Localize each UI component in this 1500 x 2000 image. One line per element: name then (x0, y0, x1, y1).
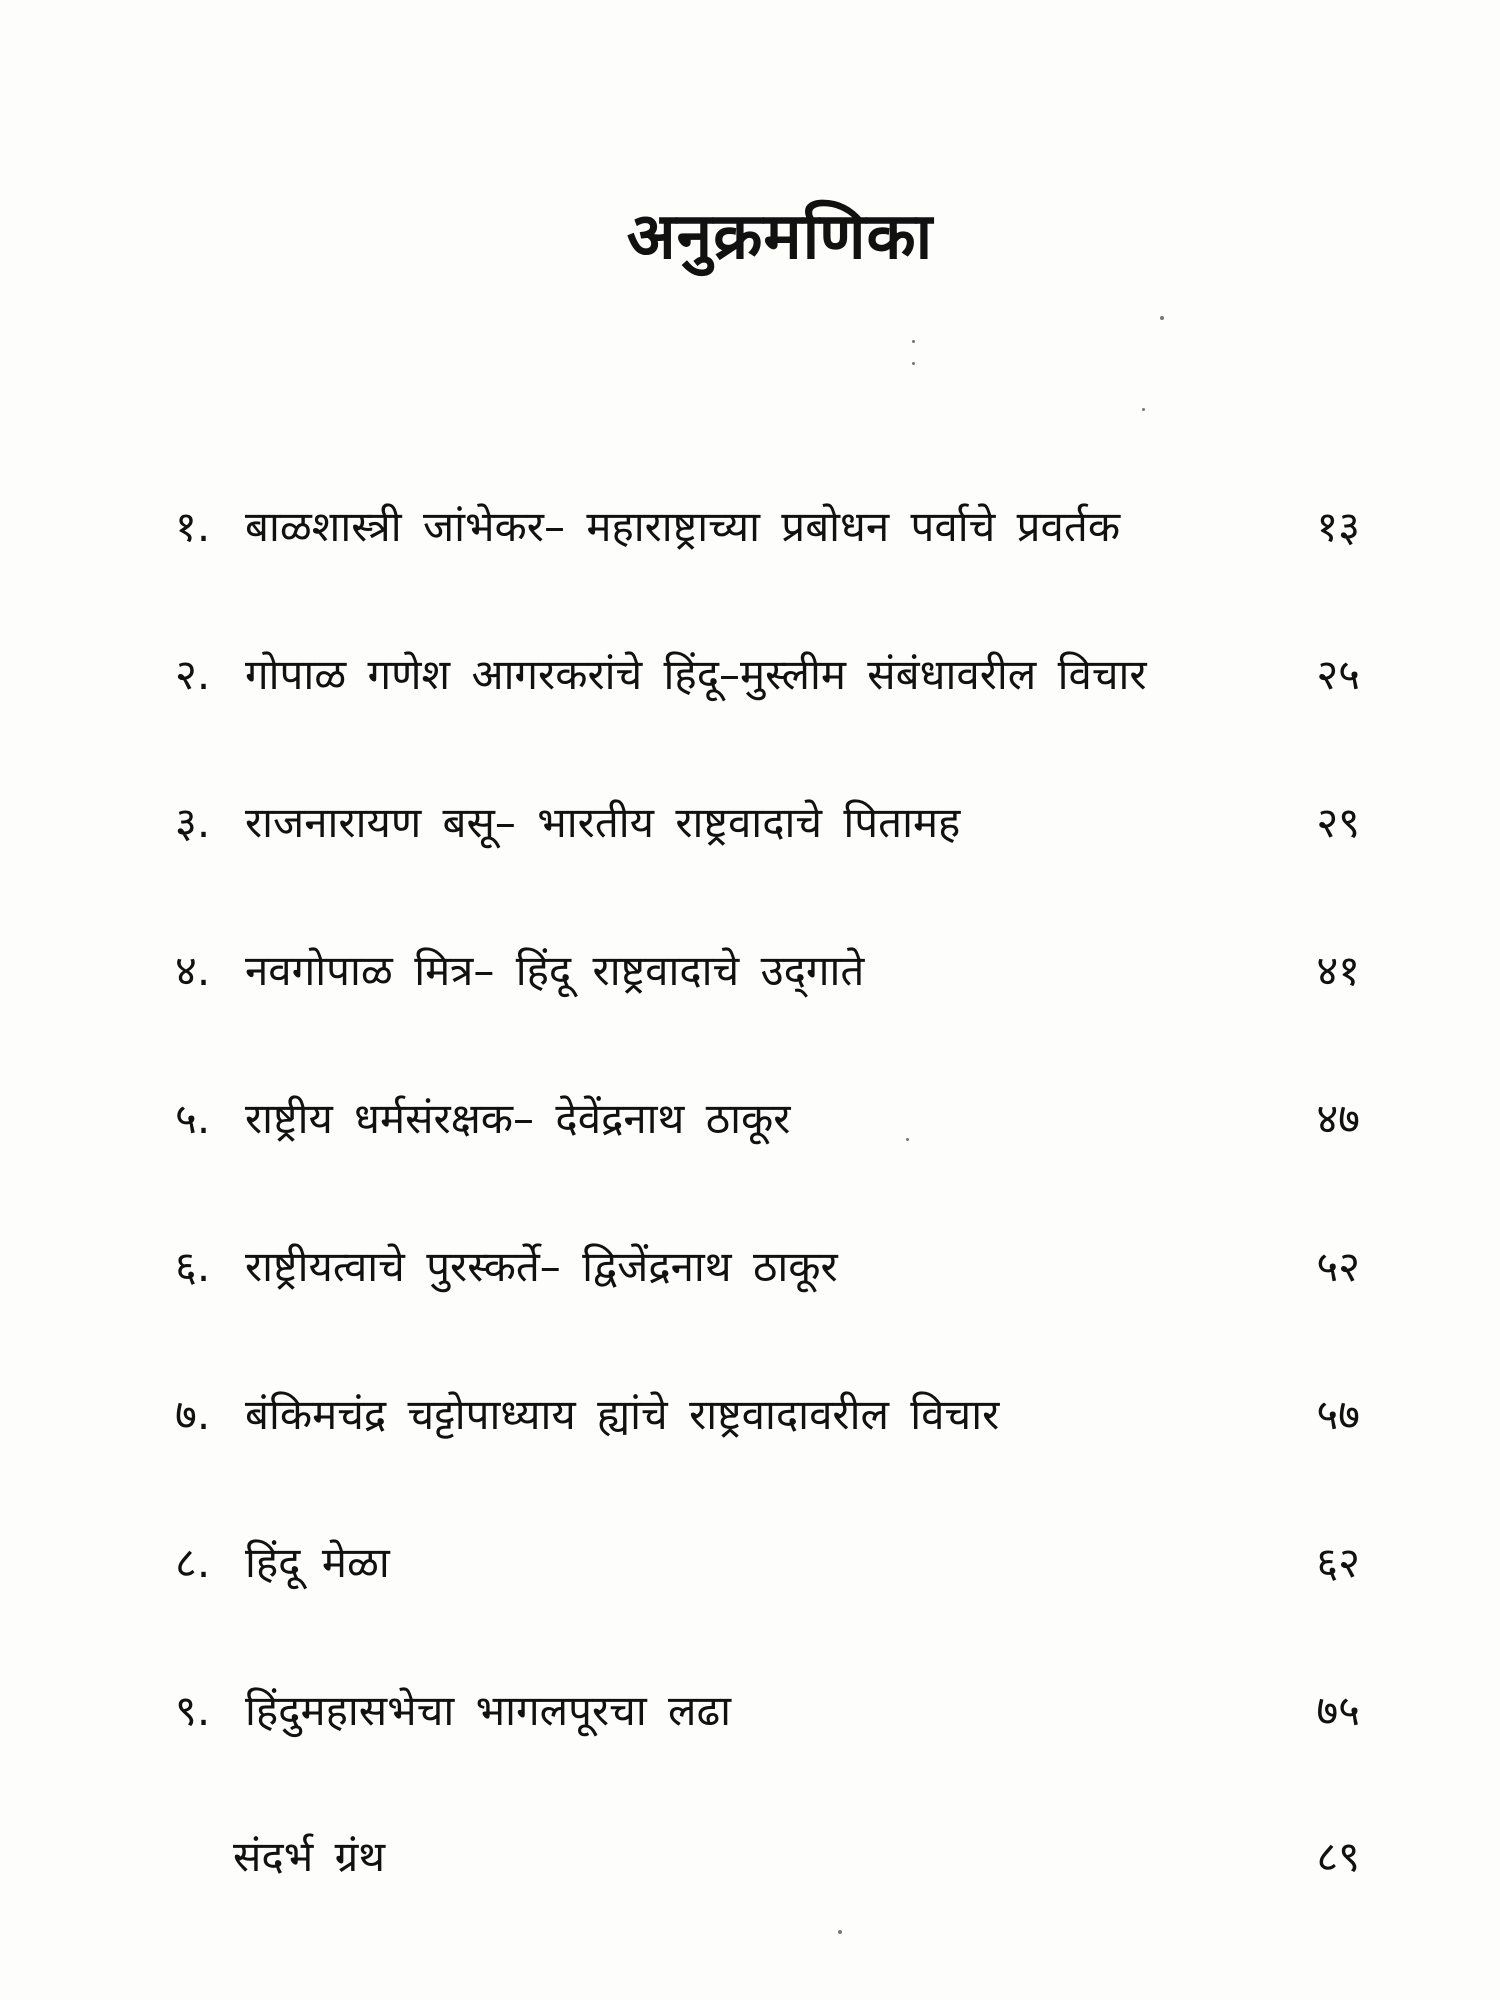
entry-title: गोपाळ गणेश आगरकरांचे हिंदू–मुस्लीम संबंधावरील विचार (245, 649, 1147, 699)
print-speck (1160, 316, 1164, 320)
print-speck (906, 1138, 909, 1141)
page-title: अनुक्रमणिका (626, 200, 934, 274)
entry-title: नवगोपाळ मित्र– हिंदू राष्ट्रवादाचे उद्‌गाते (245, 945, 865, 995)
entry-title: हिंदू मेळा (245, 1537, 390, 1587)
print-speck (1142, 408, 1145, 411)
toc-entry (175, 490, 1360, 560)
toc-entry (175, 1378, 1360, 1448)
entry-page-number: ८९ (1316, 1831, 1360, 1881)
entry-page-number: २५ (1316, 649, 1360, 699)
entry-number: ७. (175, 1389, 211, 1439)
entry-page-number: ७५ (1316, 1685, 1360, 1735)
entry-page-number: १३ (1316, 501, 1360, 551)
entry-page-number: ५७ (1316, 1389, 1360, 1439)
entry-title: राजनारायण बसू– भारतीय राष्ट्रवादाचे पितामह (245, 797, 961, 847)
print-speck (838, 1930, 842, 1934)
entry-number: ९. (175, 1685, 211, 1735)
entry-title: राष्ट्रीयत्वाचे पुरस्कर्ते– द्विजेंद्रनाथ ठाकूर (245, 1241, 838, 1291)
entry-title: संदर्भ ग्रंथ (233, 1831, 386, 1881)
entry-title: राष्ट्रीय धर्मसंरक्षक– देवेंद्रनाथ ठाकूर (245, 1093, 791, 1143)
entry-number: ५. (175, 1093, 211, 1143)
toc-entry (175, 638, 1360, 708)
toc-entry (175, 1082, 1360, 1152)
entry-number: ६. (175, 1241, 211, 1291)
entry-number: ३. (175, 797, 211, 847)
entry-number: २. (175, 649, 211, 699)
print-speck (912, 362, 915, 365)
entry-page-number: २९ (1316, 797, 1360, 847)
entry-page-number: ५२ (1316, 1241, 1360, 1291)
entry-page-number: ६२ (1316, 1537, 1360, 1587)
entry-number: १. (175, 501, 211, 551)
toc-entry (175, 934, 1360, 1004)
toc-entry (175, 786, 1360, 856)
toc-entry (175, 1674, 1360, 1744)
toc-entry (175, 1526, 1360, 1596)
entry-page-number: ४७ (1316, 1093, 1360, 1143)
print-speck (912, 340, 915, 343)
toc-entry (175, 1230, 1360, 1300)
entry-page-number: ४१ (1316, 945, 1360, 995)
entry-number: ८. (175, 1537, 211, 1587)
entry-title: बाळशास्त्री जांभेकर– महाराष्ट्राच्या प्रबोधन पर्वाचे प्रवर्तक (245, 501, 1121, 551)
toc-entry (175, 1820, 1360, 1890)
entry-title: बंकिमचंद्र चट्टोपाध्याय ह्यांचे राष्ट्रवादावरील विचार (245, 1389, 1000, 1439)
entry-number: ४. (175, 945, 211, 995)
entry-title: हिंदुमहासभेचा भागलपूरचा लढा (245, 1685, 732, 1735)
